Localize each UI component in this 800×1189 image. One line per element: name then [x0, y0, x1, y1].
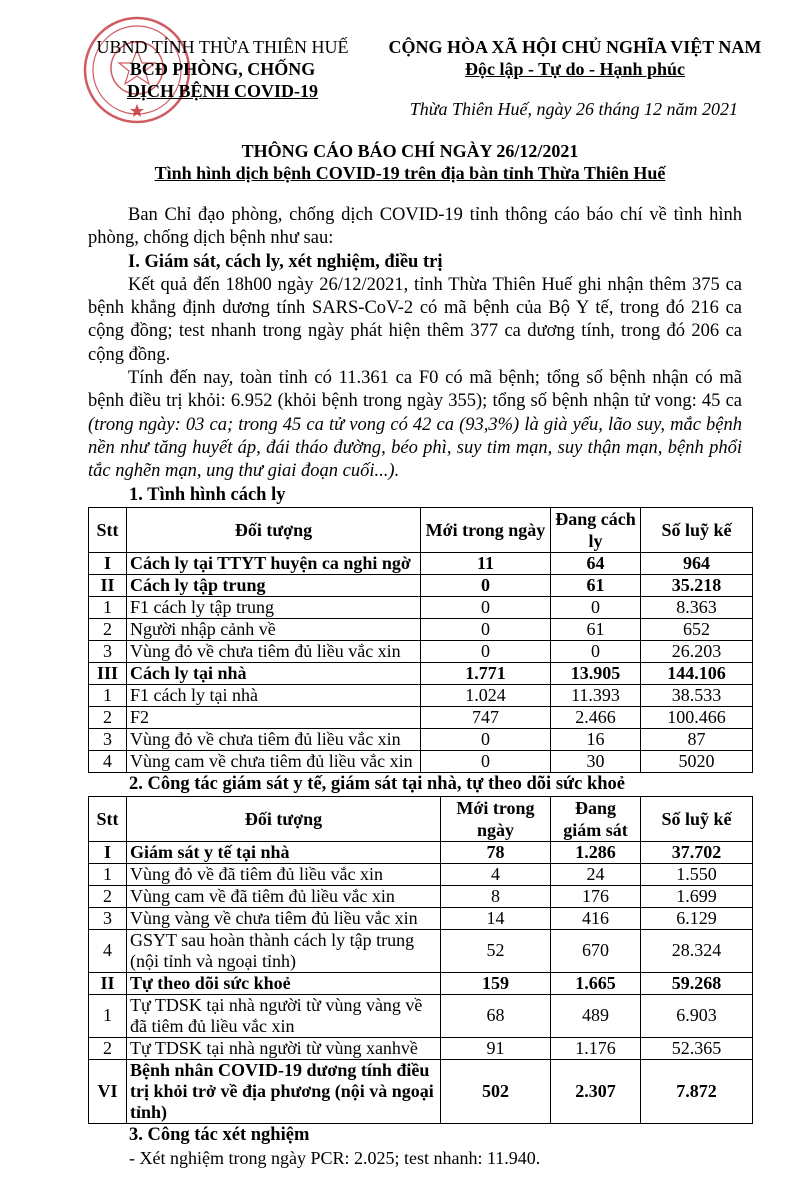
- header-subject: Đối tượng: [127, 796, 441, 841]
- paragraph-totals: Tính đến nay, toàn tỉnh có 11.361 ca F0 có mã bệnh; tổng số bệnh nhận có mã bệnh điều trị khỏi: 6.952 (khỏi bệnh trong ngày 355); tổng số bệnh nhận tử vong: 45 ca (trong ngày: 03 ca; trong 45 ca tử vong có 42 ca (93,3%) là già yếu, lão suy, mắc bệnh nền như tăng huyết áp, đái tháo đường, béo phì, suy tim mạn, suy thận mạn, bệnh phổi tắc nghẽn mạn, ung thư giai đoạn cuối...).: [88, 368, 742, 482]
- cell-subject: Giám sát y tế tại nhà: [127, 841, 441, 863]
- cell-stt: II: [89, 574, 127, 596]
- cell-current: 1.286: [551, 841, 641, 863]
- cell-current: 61: [551, 618, 641, 640]
- cell-subject: Vùng cam về chưa tiêm đủ liều vắc xin: [127, 750, 421, 772]
- table-row: [89, 1037, 753, 1059]
- cell-current: 16: [551, 728, 641, 750]
- cell-stt: VI: [89, 1059, 127, 1123]
- issuing-authority: [80, 36, 365, 102]
- cell-new: 0: [421, 574, 551, 596]
- header-cumulative: Số luỹ kế: [641, 796, 753, 841]
- org-line1: UBND TỈNH THỪA THIÊN HUẾ: [96, 37, 349, 57]
- cell-new: 78: [441, 841, 551, 863]
- cell-cumulative: 38.533: [641, 684, 753, 706]
- header-new: Mới trong ngày: [441, 796, 551, 841]
- cell-new: 11: [421, 552, 551, 574]
- cell-subject: Cách ly tập trung: [127, 574, 421, 596]
- table-row: [89, 972, 753, 994]
- document-body: [88, 204, 742, 484]
- title-line1: THÔNG CÁO BÁO CHÍ NGÀY 26/12/2021: [241, 141, 579, 161]
- cell-cumulative: 652: [641, 618, 753, 640]
- cell-current: 1.176: [551, 1037, 641, 1059]
- org-line3: DỊCH BỆNH COVID-19: [126, 81, 318, 101]
- table-row: [89, 552, 753, 574]
- cell-current: 670: [551, 929, 641, 972]
- table-row: [89, 994, 753, 1037]
- header-stt: Stt: [89, 507, 127, 552]
- cell-new: 0: [421, 728, 551, 750]
- motto: Độc lập - Tự do - Hạnh phúc: [464, 59, 686, 79]
- cell-cumulative: 59.268: [641, 972, 753, 994]
- cell-current: 64: [551, 552, 641, 574]
- table-row: [89, 1059, 753, 1123]
- table-row: [89, 640, 753, 662]
- cell-new: 8: [441, 885, 551, 907]
- cell-stt: II: [89, 972, 127, 994]
- document-date: Thừa Thiên Huế, ngày 26 tháng 12 năm 2021: [409, 99, 738, 119]
- cell-current: 2.307: [551, 1059, 641, 1123]
- cell-subject: Vùng vàng về chưa tiêm đủ liều vắc xin: [127, 907, 441, 929]
- cell-new: 68: [441, 994, 551, 1037]
- cell-subject: Người nhập cảnh về: [127, 618, 421, 640]
- table-row: [89, 863, 753, 885]
- cell-subject: Tự TDSK tại nhà người từ vùng vàng về đã tiêm đủ liều vắc xin: [127, 994, 441, 1037]
- table-row: [89, 907, 753, 929]
- cell-stt: I: [89, 552, 127, 574]
- cell-cumulative: 1.699: [641, 885, 753, 907]
- cell-current: 176: [551, 885, 641, 907]
- cell-current: 30: [551, 750, 641, 772]
- cell-subject: F1 cách ly tại nhà: [127, 684, 421, 706]
- cell-new: 52: [441, 929, 551, 972]
- table-header-row: [89, 796, 753, 841]
- cell-current: 61: [551, 574, 641, 596]
- cell-cumulative: 87: [641, 728, 753, 750]
- header-subject: Đối tượng: [127, 507, 421, 552]
- cell-new: 91: [441, 1037, 551, 1059]
- national-header: [370, 36, 780, 80]
- cell-subject: F2: [127, 706, 421, 728]
- cell-stt: 4: [89, 750, 127, 772]
- cell-subject: Vùng đỏ về đã tiêm đủ liều vắc xin: [127, 863, 441, 885]
- cell-new: 747: [421, 706, 551, 728]
- cell-stt: 4: [89, 929, 127, 972]
- cell-subject: Vùng đỏ về chưa tiêm đủ liều vắc xin: [127, 640, 421, 662]
- cell-current: 11.393: [551, 684, 641, 706]
- cell-stt: 2: [89, 706, 127, 728]
- document-title: [60, 140, 760, 184]
- subheading-monitoring: 2. Công tác giám sát y tế, giám sát tại nhà, tự theo dõi sức khoẻ: [129, 773, 625, 794]
- cell-cumulative: 5020: [641, 750, 753, 772]
- cell-subject: Vùng đỏ về chưa tiêm đủ liều vắc xin: [127, 728, 421, 750]
- cell-new: 0: [421, 596, 551, 618]
- cell-new: 4: [441, 863, 551, 885]
- cell-subject: F1 cách ly tập trung: [127, 596, 421, 618]
- cell-stt: 1: [89, 684, 127, 706]
- table-row: [89, 618, 753, 640]
- cell-cumulative: 52.365: [641, 1037, 753, 1059]
- cell-stt: 2: [89, 1037, 127, 1059]
- cell-current: 13.905: [551, 662, 641, 684]
- cell-cumulative: 6.903: [641, 994, 753, 1037]
- cell-stt: III: [89, 662, 127, 684]
- header-current: Đang giám sát: [551, 796, 641, 841]
- cell-cumulative: 7.872: [641, 1059, 753, 1123]
- cell-new: 502: [441, 1059, 551, 1123]
- cell-subject: Tự theo dõi sức khoẻ: [127, 972, 441, 994]
- cell-cumulative: 1.550: [641, 863, 753, 885]
- subheading-isolation: 1. Tình hình cách ly: [129, 484, 286, 505]
- cell-new: 0: [421, 640, 551, 662]
- cell-cumulative: 100.466: [641, 706, 753, 728]
- cell-stt: 2: [89, 885, 127, 907]
- section-heading: I. Giám sát, cách ly, xét nghiệm, điều trị: [128, 251, 443, 272]
- title-line2: Tình hình dịch bệnh COVID-19 trên địa bàn tỉnh Thừa Thiên Huế: [154, 163, 666, 183]
- nation-name: CỘNG HÒA XÃ HỘI CHỦ NGHĨA VIỆT NAM: [388, 37, 762, 57]
- cell-stt: 1: [89, 596, 127, 618]
- table-row: [89, 750, 753, 772]
- table-row: [89, 728, 753, 750]
- cell-new: 0: [421, 750, 551, 772]
- table-row: [89, 574, 753, 596]
- cell-stt: 1: [89, 994, 127, 1037]
- subheading-testing: 3. Công tác xét nghiệm: [129, 1124, 310, 1145]
- cell-cumulative: 28.324: [641, 929, 753, 972]
- cell-new: 1.024: [421, 684, 551, 706]
- cell-current: 24: [551, 863, 641, 885]
- table-row: [89, 662, 753, 684]
- paragraph-new-cases: Kết quả đến 18h00 ngày 26/12/2021, tỉnh Thừa Thiên Huế ghi nhận thêm 375 ca bệnh khẳng định dương tính SARS-CoV-2 có mã bệnh của Bộ Y tế, trong đó 216 ca cộng đồng; test nhanh trong ngày phát hiện thêm 377 ca dương tính, trong đó 206 ca cộng đồng.: [88, 274, 742, 365]
- header-new: Mới trong ngày: [421, 507, 551, 552]
- table-row: [89, 596, 753, 618]
- cell-subject: GSYT sau hoàn thành cách ly tập trung (nội tỉnh và ngoại tỉnh): [127, 929, 441, 972]
- table-row: [89, 706, 753, 728]
- table-row: [89, 929, 753, 972]
- org-line2: BCĐ PHÒNG, CHỐNG: [129, 59, 316, 79]
- cell-stt: 2: [89, 618, 127, 640]
- intro-paragraph: Ban Chỉ đạo phòng, chống dịch COVID-19 tỉnh thông cáo báo chí về tình hình phòng, chống dịch bệnh như sau:: [88, 205, 742, 249]
- cell-new: 1.771: [421, 662, 551, 684]
- header-cumulative: Số luỹ kế: [641, 507, 753, 552]
- cell-current: 1.665: [551, 972, 641, 994]
- cell-new: 0: [421, 618, 551, 640]
- table-row: [89, 885, 753, 907]
- table-row: [89, 841, 753, 863]
- cell-cumulative: 26.203: [641, 640, 753, 662]
- cell-subject: Vùng cam về đã tiêm đủ liều vắc xin: [127, 885, 441, 907]
- cell-new: 14: [441, 907, 551, 929]
- cell-current: 416: [551, 907, 641, 929]
- document-content: [88, 204, 752, 1189]
- cell-cumulative: 6.129: [641, 907, 753, 929]
- cell-subject: Cách ly tại nhà: [127, 662, 421, 684]
- cell-stt: 3: [89, 728, 127, 750]
- testing-summary: - Xét nghiệm trong ngày PCR: 2.025; test nhanh: 11.940.: [129, 1147, 541, 1168]
- cell-current: 0: [551, 640, 641, 662]
- cell-cumulative: 144.106: [641, 662, 753, 684]
- cell-stt: 3: [89, 640, 127, 662]
- cell-subject: Tự TDSK tại nhà người từ vùng xanhvề: [127, 1037, 441, 1059]
- cell-stt: I: [89, 841, 127, 863]
- header-current: Đang cách ly: [551, 507, 641, 552]
- cell-cumulative: 35.218: [641, 574, 753, 596]
- cell-cumulative: 8.363: [641, 596, 753, 618]
- cell-subject: Cách ly tại TTYT huyện ca nghi ngờ: [127, 552, 421, 574]
- header-stt: Stt: [89, 796, 127, 841]
- isolation-table: [88, 507, 753, 773]
- monitoring-table: [88, 796, 753, 1124]
- cell-current: 0: [551, 596, 641, 618]
- cell-cumulative: 964: [641, 552, 753, 574]
- table-header-row: [89, 507, 753, 552]
- cell-cumulative: 37.702: [641, 841, 753, 863]
- table-row: [89, 684, 753, 706]
- cell-stt: 3: [89, 907, 127, 929]
- cell-new: 159: [441, 972, 551, 994]
- cell-current: 489: [551, 994, 641, 1037]
- cell-stt: 1: [89, 863, 127, 885]
- cell-current: 2.466: [551, 706, 641, 728]
- cell-subject: Bệnh nhân COVID-19 dương tính điều trị khỏi trở về địa phương (nội và ngoại tỉnh): [127, 1059, 441, 1123]
